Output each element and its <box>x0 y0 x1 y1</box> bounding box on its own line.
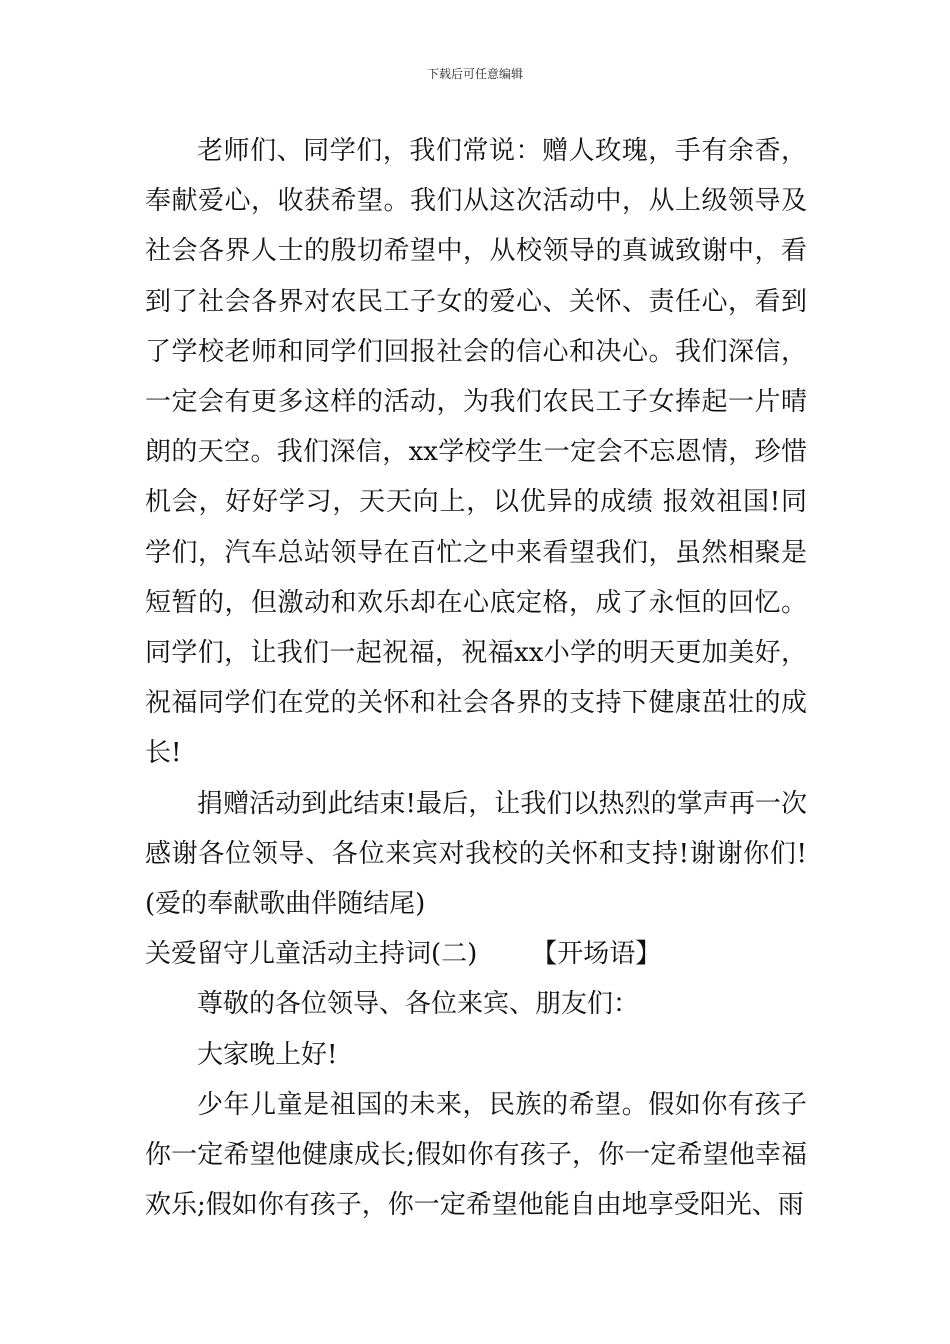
paragraph-closing-remarks: 老师们、同学们，我们常说：赠人玫瑰，手有余香，奉献爱心，收获希望。我们从这次活动中，从上级领导及社会各界人士的殷切希望中，从校领导的真诚致谢中，看到了社会各界对农民工子女的爱心、关怀、责任心，看到了学校老师和同学们回报社会的信心和决心。我们深信，一定会有更多这样的活动，为我们农民工子女捧起一片晴朗的天空。我们深信，xx学校学生一定会不忘恩情，珍惜机会，好好学习，天天向上，以优异的成绩 报效祖国!同学们，汽车总站领导在百忙之中来看望我们，虽然相聚是短暂的，但激动和欢乐却在心底定格，成了永恒的回忆。同学们，让我们一起祝福，祝福xx小学的明天更加美好，祝福同学们在党的关怀和社会各界的支持下健康茁壮的成长! <box>145 136 807 769</box>
section-title: 关爱留守儿童活动主持词(二) <box>145 939 478 970</box>
section-tag: 【开场语】 <box>531 939 662 970</box>
document-body <box>145 126 807 1230</box>
header-note: 下载后可任意编辑 <box>426 67 523 81</box>
paragraph-children-future: 少年儿童是祖国的未来，民族的希望。假如你有孩子你一定希望他健康成长;假如你有孩子，你一定希望他幸福欢乐;假如你有孩子，你一定希望他能自由地享受阳光、雨 <box>145 1089 807 1221</box>
paragraph-event-end: 捐赠活动到此结束!最后，让我们以热烈的掌声再一次感谢各位领导、各位来宾对我校的关怀和支持!谢谢你们!(爱的奉献歌曲伴随结尾) <box>145 788 807 920</box>
greeting-line-2: 大家晚上好! <box>197 1039 338 1070</box>
greeting-line-1: 尊敬的各位领导、各位来宾、朋友们： <box>197 989 640 1020</box>
section-heading <box>145 929 807 979</box>
